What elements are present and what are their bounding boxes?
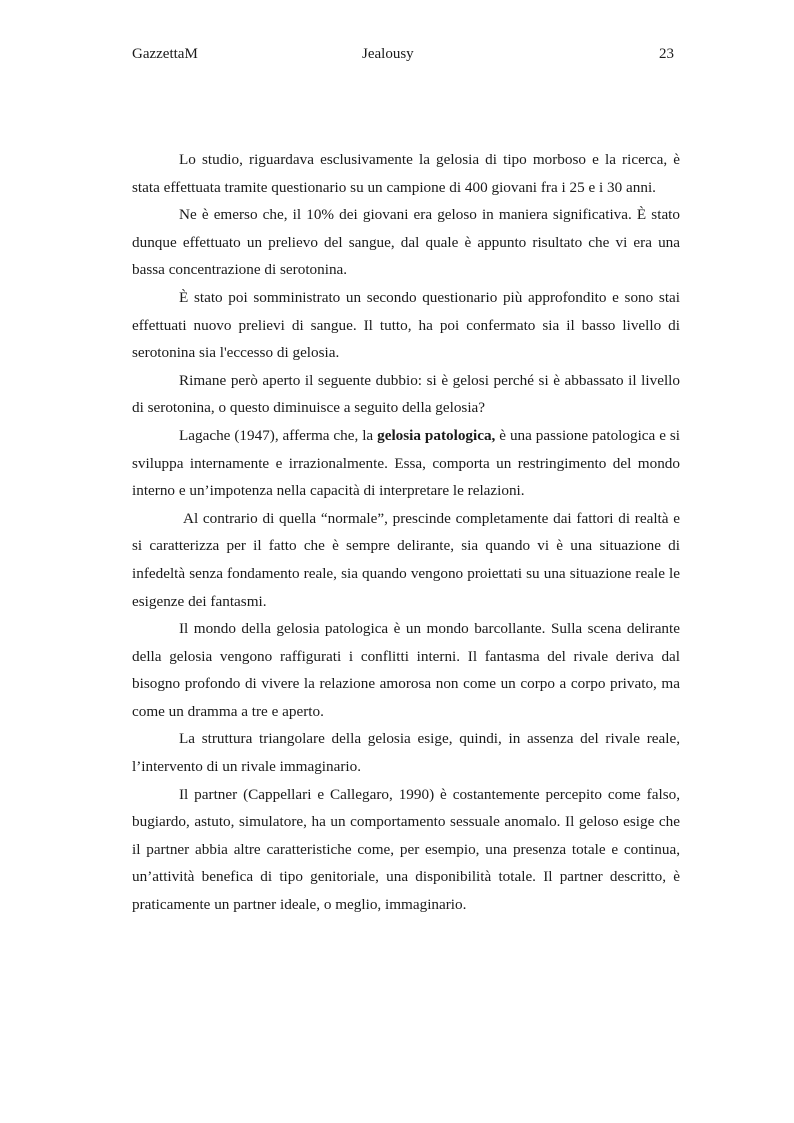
bold-term: gelosia patologica,	[377, 426, 496, 444]
paragraph: Ne è emerso che, il 10% dei giovani era geloso in maniera significativa. È stato dunque effettuato un prelievo del sangue, dal quale è appunto risultato che vi era una bassa concentrazione di serotonina.	[132, 206, 680, 279]
paragraph: Rimane però aperto il seguente dubbio: si è gelosi perché si è abbassato il livello di serotonina, o questo diminuisce a seguito della gelosia?	[132, 371, 680, 417]
page-number: 23	[659, 46, 674, 62]
running-header-journal: GazzettaM	[132, 46, 198, 62]
paragraph	[132, 422, 680, 505]
paragraph: Al contrario di quella “normale”, prescinde completamente dai fattori di realtà e si caratterizza per il fatto che è sempre delirante, sia quando vi è una situazione di infedeltà senza fondamento reale, sia quando vengono proiettati su una situazione reale le esigenze dei fantasmi.	[132, 509, 680, 610]
paragraph: Il partner (Cappellari e Callegaro, 1990) è costantemente percepito come falso, bugiardo, astuto, simulatore, ha un comportamento sessuale anomalo. Il geloso esige che il partner abbia altre caratteristiche come, per esempio, una presenza totale e continua, un’attività benefica di tipo genitoriale, una disponibilità totale. Il partner descritto, è praticamente un partner ideale, o meglio, immaginario.	[132, 785, 680, 914]
running-header-title: Jealousy	[362, 46, 414, 62]
paragraph: La struttura triangolare della gelosia esige, quindi, in assenza del rivale reale, l’intervento di un rivale immaginario.	[132, 730, 680, 776]
page-header	[132, 46, 680, 68]
paragraph: Il mondo della gelosia patologica è un mondo barcollante. Sulla scena delirante della gelosia vengono raffigurati i conflitti interni. Il fantasma del rivale deriva dal bisogno profondo di vivere la relazione amorosa non come un corpo a corpo privato, ma come un dramma a tre e aperto.	[132, 620, 680, 720]
paragraph-text: è una passione patologica e si sviluppa internamente e irrazionalmente. Essa, comporta un restringimento del mondo interno e un’impotenza nella capacità di interpretare le relazioni.	[132, 426, 680, 500]
body-text	[132, 146, 680, 919]
paragraph: È stato poi somministrato un secondo questionario più approfondito e sono stai effettuati nuovo prelievi di sangue. Il tutto, ha poi confermato sia il basso livello di serotonina sia l'eccesso di gelosia.	[132, 288, 680, 362]
paragraph-text: Lagache (1947), afferma che, la	[179, 426, 378, 444]
paragraph: Lo studio, riguardava esclusivamente la gelosia di tipo morboso e la ricerca, è stata effettuata tramite questionario su un campione di 400 giovani fra i 25 e i 30 anni.	[132, 151, 680, 196]
